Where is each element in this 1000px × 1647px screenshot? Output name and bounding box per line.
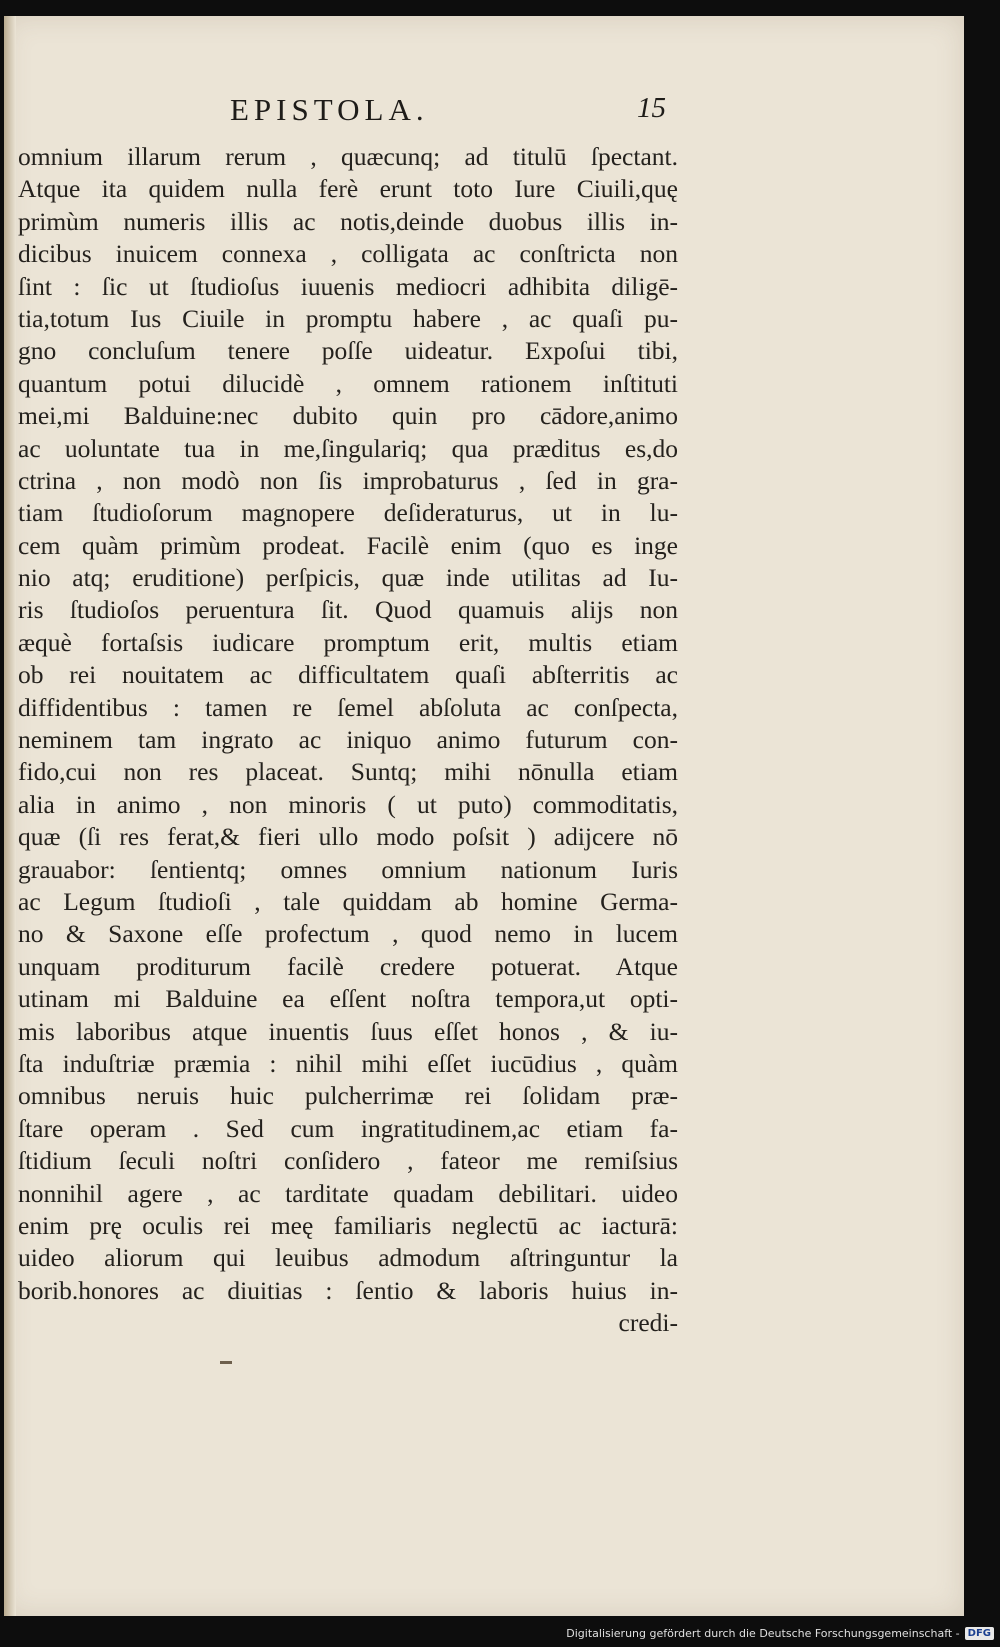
text-line: dicibus inuicem connexa , colligata ac conſtricta non [18, 239, 678, 269]
text-line: neminem tam ingrato ac iniquo animo futurum con- [18, 725, 678, 755]
book-page [4, 16, 964, 1616]
printer-mark [220, 1361, 232, 1364]
running-head: EPISTOLA. [230, 92, 429, 127]
funding-credit: Digitalisierung gefördert durch die Deutsche Forschungsgemeinschaft - [566, 1626, 960, 1640]
text-line: fido,cui non res placeat. Suntq; mihi nōnulla etiam [18, 757, 678, 787]
text-line: ſint : ſic ut ſtudioſus iuuenis mediocri adhibita diligē- [18, 271, 678, 301]
digitization-footer [566, 1622, 994, 1644]
dfg-logo: DFG [965, 1627, 994, 1640]
text-line: ob rei nouitatem ac difficultatem quaſi abſterritis ac [18, 660, 678, 690]
text-line: utinam mi Balduine ea eſſent noſtra tempora,ut opti- [18, 984, 678, 1014]
text-line: diffidentibus : tamen re ſemel abſoluta ac conſpecta, [18, 692, 678, 722]
body-text [18, 141, 678, 1339]
text-line: unquam proditurum facilè credere potuerat. Atque [18, 951, 678, 981]
text-line: æquè fortaſsis iudicare promptum erit, multis etiam [18, 627, 678, 657]
text-line: mis laboribus atque inuentis ſuus eſſet honos , & iu- [18, 1016, 678, 1046]
text-line: ris ſtudioſos peruentura ſit. Quod quamuis alijs non [18, 595, 678, 625]
text-line: grauabor: ſentientq; omnes omnium nationum Iuris [18, 854, 678, 884]
text-line: ſtidium ſeculi noſtri conſidero , fateor me remiſsius [18, 1146, 678, 1176]
text-line: mei,mi Balduine:nec dubito quin pro cādore,animo [18, 401, 678, 431]
page-header [4, 92, 964, 132]
text-line: nonnihil agere , ac tarditate quadam debilitari. uideo [18, 1178, 678, 1208]
page-number: 15 [637, 92, 666, 124]
text-line: primùm numeris illis ac notis,deinde duobus illis in- [18, 206, 678, 236]
text-line: ac uoluntate tua in me,ſingulariq; qua præditus es,do [18, 433, 678, 463]
text-line: nio atq; eruditione) perſpicis, quæ inde utilitas ad Iu- [18, 563, 678, 593]
text-line: quæ (ſi res ferat,& fieri ullo modo poſsit ) adijcere nō [18, 822, 678, 852]
text-line: no & Saxone eſſe profectum , quod nemo in lucem [18, 919, 678, 949]
text-line: ac Legum ſtudioſi , tale quiddam ab homine Germa- [18, 886, 678, 916]
text-line: Atque ita quidem nulla ferè erunt toto Iure Ciuili,quę [18, 174, 678, 204]
text-line: ctrina , non modò non ſis improbaturus , ſed in gra- [18, 465, 678, 495]
text-line: cem quàm primùm prodeat. Facilè enim (quo es inge [18, 530, 678, 560]
text-line: uideo aliorum qui leuibus admodum aſtringuntur la [18, 1243, 678, 1273]
text-line: omnibus neruis huic pulcherrimæ rei ſolidam præ- [18, 1081, 678, 1111]
page-gutter-shadow [4, 16, 16, 1616]
text-line: gno concluſum tenere poſſe uideatur. Expoſui tibi, [18, 336, 678, 366]
text-line: borib.honores ac diuitias : ſentio & laboris huius in- [18, 1275, 678, 1305]
text-line: ſta induſtriæ præmia : nihil mihi eſſet iucūdius , quàm [18, 1048, 678, 1078]
catchword: credi- [618, 1308, 678, 1338]
text-line: tiam ſtudioſorum magnopere deſideraturus, ut in lu- [18, 498, 678, 528]
text-line: enim prę oculis rei meę familiaris neglectū ac iacturā: [18, 1210, 678, 1240]
text-line: omnium illarum rerum , quæcunq; ad titulū ſpectant. [18, 142, 678, 171]
text-line: alia in animo , non minoris ( ut puto) commoditatis, [18, 789, 678, 819]
text-line: quantum potui dilucidè , omnem rationem inſtituti [18, 368, 678, 398]
text-line: tia,totum Ius Ciuile in promptu habere , ac quaſi pu- [18, 303, 678, 333]
text-line: ſtare operam . Sed cum ingratitudinem,ac etiam fa- [18, 1113, 678, 1143]
